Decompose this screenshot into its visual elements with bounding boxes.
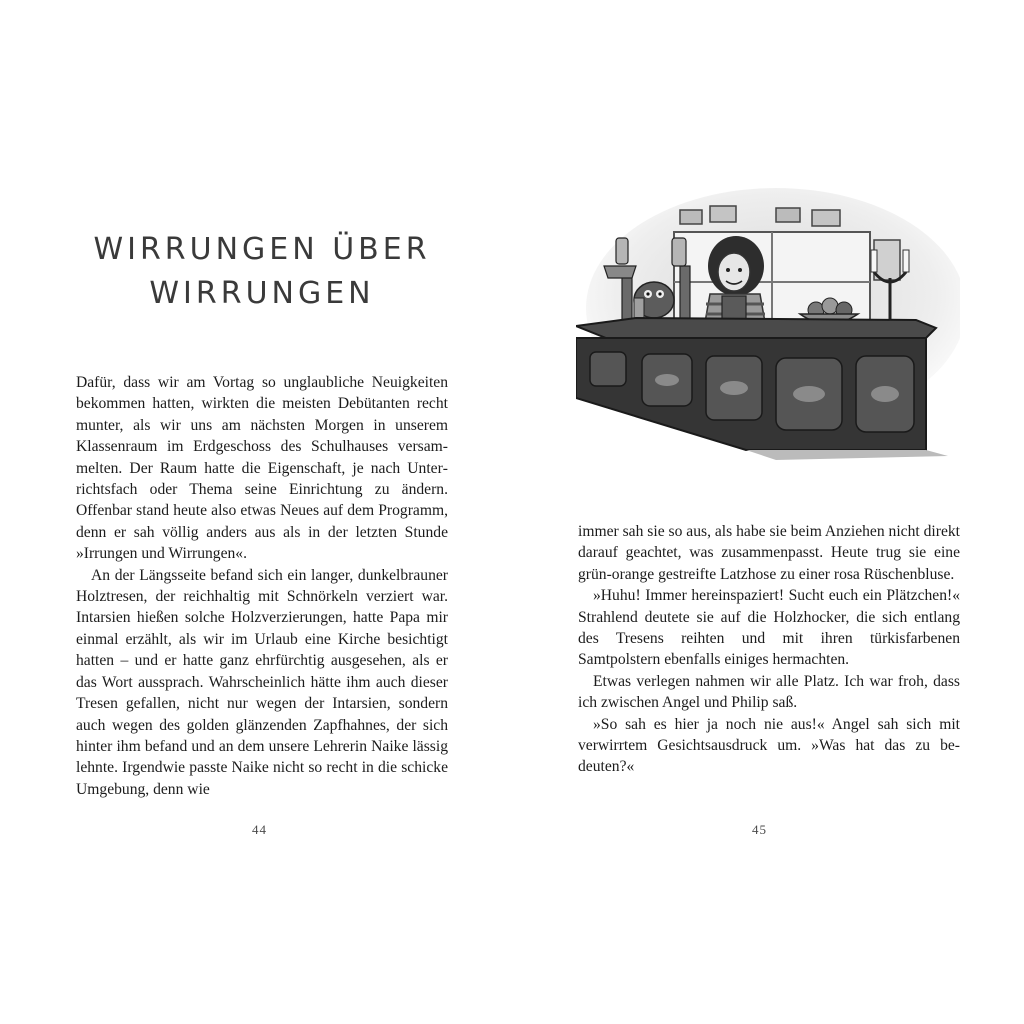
teacher-figure	[704, 236, 766, 328]
page-number-right: 45	[752, 822, 767, 837]
wall-frame	[710, 206, 736, 222]
paragraph: »Huhu! Immer hereinspaziert! Sucht euch ein Plätzchen!« Strahlend deutete sie auf die Holzhocker, die sich entlang des Tresens reihten und mit ihren türkisfarbenen Samtpolstern ebenfalls einiges hermachten.	[578, 587, 960, 669]
paragraph: An der Längsseite befand sich ein langer, dunkelbrauner Holztresen, der reichhaltig mit Schnörkeln verziert war. Intarsien hießen solche Holzverzierungen, hatte Papa mir einmal erzählt, als wir im Urlaub eine Kirche besichtigt hatten – und er hatte ganz ehrfürchtig ausgesehen, als er das Wort aussprach. Wahrscheinlich hätte ihm auch dieser Tresen gefallen, nicht nur wegen der Intarsien, sondern auch wegen des golden glänzenden Zapfhahnes, der sich hinter ihm befand und an dem unsere Lehrerin Naike lässig lehnte. Irgendwie passte Naike nicht so recht in die schicke Umgebung, denn wie	[76, 566, 448, 798]
paragraph: »So sah es hier ja noch nie aus!« Angel sah sich mit verwirrtem Gesichtsausdruck um. »Was hat das zu bedeuten?«	[578, 715, 960, 776]
left-body-text	[76, 372, 448, 800]
wall-frame	[874, 240, 900, 280]
wall-frame	[812, 210, 840, 226]
wall-frame	[680, 210, 702, 224]
right-body-text	[578, 521, 960, 778]
chapter-title-line-1: WIRRUNGEN ÜBER	[93, 232, 431, 267]
paragraph: Dafür, dass wir am Vortag so unglaubliche Neuigkeiten bekommen hatten, wirkten die meisten Debütanten recht munter, als wir uns am nächsten Morgen in unserem Klassenraum im Erdgeschoss des Schulhauses versammelten. Der Raum hatte die Eigenschaft, je nach Unterrichtsfach oder Thema seine Einrichtung zu ändern. Offenbar stand heute also etwas Neues auf dem Programm, denn er sah völlig anders aus als in der letzten Stunde »Irrungen und Wirrungen«.	[76, 374, 448, 563]
chapter-title-line-2: WIRRUNGEN	[149, 276, 375, 311]
chapter-title	[76, 228, 448, 316]
bar-counter-illustration	[576, 188, 960, 474]
page-number-left: 44	[252, 822, 267, 837]
paragraph: Etwas verlegen nahmen wir alle Platz. Ich war froh, dass ich zwischen Angel und Philip saß.	[578, 672, 960, 712]
paragraph: immer sah sie so aus, als habe sie beim Anziehen nicht direkt darauf geachtet, was zusammenpasst. Heute trug sie eine grün-orange gestreifte Latzhose zu einer rosa Rüschenbluse.	[578, 523, 960, 583]
right-page	[512, 0, 1024, 1024]
wall-frame	[776, 208, 800, 222]
floor-shadow	[746, 450, 948, 460]
creature-figure	[634, 282, 674, 318]
counter-top	[576, 318, 936, 338]
